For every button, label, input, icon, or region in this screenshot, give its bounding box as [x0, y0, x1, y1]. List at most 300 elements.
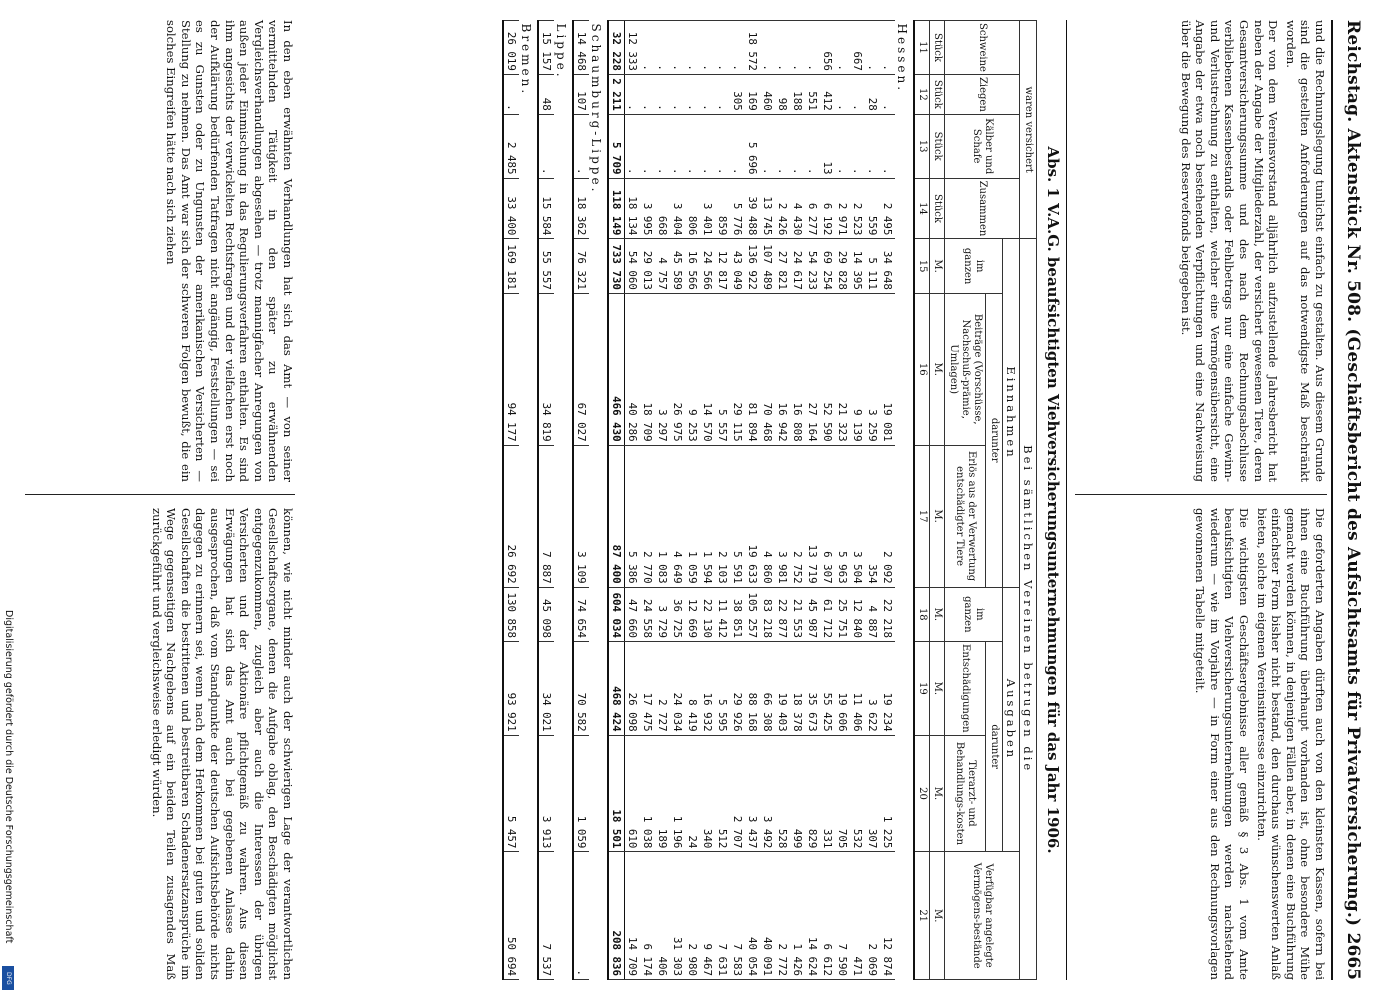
table-cell: 130 858: [503, 587, 519, 641]
table-cell: 5 776: [730, 178, 745, 239]
table-cell: Stück: [930, 178, 945, 239]
table-cell: 18 134: [625, 178, 641, 239]
table-cell: 460: [760, 74, 775, 114]
table-cell: 24 034: [670, 642, 685, 736]
table-cell: 551: [805, 74, 820, 114]
col-kaelber: Kälber und Schafe: [945, 114, 1020, 178]
table-cell: 45 987: [805, 587, 820, 641]
table-cell: .: [700, 114, 715, 178]
table-cell: .: [730, 21, 745, 75]
table-cell: 14 709: [625, 852, 641, 980]
table-cell: 28: [865, 74, 880, 114]
table-cell: 5 696: [745, 114, 760, 178]
table-cell: 26 098: [625, 642, 641, 736]
table-cell: .: [805, 114, 820, 178]
table-cell: 733 730: [608, 239, 625, 293]
col-erloes: Erlös aus der Verwertung entschädigter Tiere: [945, 445, 986, 587]
col-bestaende: Verfügbar angelegte Vermögens-bestände: [945, 852, 1020, 980]
table-cell: .: [850, 114, 865, 178]
table-cell: 55 425: [820, 642, 835, 736]
table-cell: 45 589: [670, 239, 685, 293]
table-cell: 1 038: [640, 735, 655, 852]
table-cell: 307: [865, 735, 880, 852]
table-cell: .: [655, 74, 670, 114]
table-cell: 83 218: [760, 587, 775, 641]
table-cell: 3 259: [865, 293, 880, 445]
table-cell: 17 475: [640, 642, 655, 736]
section-heading-schaumburg: Schaumburg-Lippe.: [589, 23, 604, 195]
table-cell: .: [760, 114, 775, 178]
table-cell: 36 725: [670, 587, 685, 641]
table-cell: 33 400: [503, 178, 519, 239]
table-cell: M.: [930, 239, 945, 293]
table-cell: .: [835, 74, 850, 114]
table-cell: 26 692: [503, 445, 519, 587]
table-cell: 2 092: [880, 445, 895, 587]
table-cell: 25 751: [835, 587, 850, 641]
table-cell: .: [670, 114, 685, 178]
table-cell: 7 590: [835, 852, 850, 980]
table-cell: .: [775, 21, 790, 75]
table-cell: .: [640, 21, 655, 75]
table-cell: 18: [914, 587, 930, 641]
column-number-row: [914, 21, 930, 980]
table-row: [790, 21, 805, 980]
table-cell: 610: [625, 735, 641, 852]
header-darunter-aus: darunter: [986, 642, 1003, 852]
table-cell: 3 913: [538, 735, 554, 852]
table-cell: 12 333: [625, 21, 641, 75]
table-cell: 512: [715, 735, 730, 852]
table-cell: 7 631: [715, 852, 730, 980]
table-cell: 29 828: [835, 239, 850, 293]
table-cell: 169 181: [503, 239, 519, 293]
table-cell: 2 980: [685, 852, 700, 980]
table-cell: 3 437: [745, 735, 760, 852]
section-heading-hessen: Hessen.: [895, 23, 910, 94]
table-row: [700, 21, 715, 980]
table-cell: .: [715, 114, 730, 178]
units-row: [930, 21, 945, 980]
table-cell: 7 537: [538, 852, 554, 980]
table-cell: 2 971: [835, 178, 850, 239]
table-cell: 47 660: [625, 587, 641, 641]
table-cell: .: [880, 21, 895, 75]
table-cell: 7 583: [730, 852, 745, 980]
table-cell: 18 378: [790, 642, 805, 736]
table-cell: 2 495: [880, 178, 895, 239]
text-column-bottom-right: [146, 508, 295, 980]
page-number: 2665: [1343, 932, 1363, 980]
col-tierarzt: Tierarzt- und Behandlungs-kosten: [945, 735, 986, 852]
table-cell: 1 196: [670, 735, 685, 852]
header-darunter-ein: darunter: [986, 293, 1003, 587]
table-cell: 5 963: [835, 445, 850, 587]
table-cell: 61 712: [820, 587, 835, 641]
table-cell: 70 468: [760, 293, 775, 445]
table-cell: 22 130: [700, 587, 715, 641]
table-cell: M.: [930, 852, 945, 980]
header-versichert: waren versichert: [1020, 21, 1037, 239]
table-cell: 14 468: [573, 21, 589, 75]
livestock-insurance-table: [502, 20, 1037, 980]
table-cell: .: [640, 74, 655, 114]
table-cell: 34 648: [880, 239, 895, 293]
section-heading-bremen: Bremen.: [519, 23, 534, 97]
paragraph: Die geforderten Angaben dürften auch von den kleinsten Kassen, sofern bei ihnen eine Buchführung überhaupt vorhanden ist, ohne besondere Mühe gemacht werden können, in denjenigen Fällen aber, in denen eine Buchführung einfachster Form bisher nicht bestand, den durchaus wünschenswerten Anlaß bieten, solche im eigenen Vereinsinteresse einzurichten.: [1254, 508, 1327, 980]
table-cell: M.: [930, 445, 945, 587]
table-row: [805, 21, 820, 980]
table-row: [745, 21, 760, 980]
table-cell: 3 492: [760, 735, 775, 852]
table-cell: 31 303: [670, 852, 685, 980]
table-cell: 14 624: [805, 852, 820, 980]
table-cell: 3 729: [655, 587, 670, 641]
table-cell: .: [538, 114, 554, 178]
table-cell: 21 553: [790, 587, 805, 641]
table-cell: 604 034: [608, 587, 625, 641]
table-cell: M.: [930, 587, 945, 641]
table-cell: 2 772: [775, 852, 790, 980]
table-cell: 34 819: [538, 293, 554, 445]
table-cell: 3 401: [700, 178, 715, 239]
table-cell: 3 981: [775, 445, 790, 587]
header-einnahmen: Einnahmen: [1003, 239, 1020, 587]
table-cell: 12 817: [715, 239, 730, 293]
table-cell: .: [640, 114, 655, 178]
table-cell: 189: [655, 735, 670, 852]
table-cell: 2 426: [775, 178, 790, 239]
table-cell: 2 727: [655, 642, 670, 736]
table-cell: 4 860: [760, 445, 775, 587]
column-divider: [25, 494, 295, 495]
paragraph: In den eben erwähnten Verhandlungen hat sich das Amt — von seiner vermittelnden Tätigkeit in den später zu erwähnenden Vergleichsverhandlungen abgesehen — trotz mannigfacher Anregungen von außen jeder Einmischung in das Regulierungsverfahren enthalten. Es sind ihm angesichts der verwickelten Rechtsfragen und der vielfachen erst noch der Aufklärung bedürfenden Tatfragen nicht angängig, Feststellungen — sei es zu Gunsten oder zu Ungunsten der amerikanischen Versicherten — Stellung zu nehmen. Das Amt war sich der schweren Folgen bewußt, die ein solches Eingreifen hätte nach sich ziehen: [164, 20, 295, 482]
table-cell: .: [775, 114, 790, 178]
table-cell: .: [835, 21, 850, 75]
table-cell: 88 168: [745, 642, 760, 736]
table-row: [730, 21, 745, 980]
table-cell: .: [865, 114, 880, 178]
table-cell: 5 557: [715, 293, 730, 445]
table-cell: 13: [914, 114, 930, 178]
paragraph: und die Rechnungslegung tunlichst einfach zu gestalten. Aus diesem Grunde sind die gestellten Anforderungen auf das notwendigste Maß beschränkt worden.: [1283, 20, 1327, 482]
table-row: [655, 21, 670, 980]
table-cell: 29 115: [730, 293, 745, 445]
table-cell: 26 975: [670, 293, 685, 445]
table-cell: 107 489: [760, 239, 775, 293]
table-cell: M.: [930, 642, 945, 736]
table-cell: 468 424: [608, 642, 625, 736]
table-cell: 87 400: [608, 445, 625, 587]
table-cell: 4 430: [790, 178, 805, 239]
table-cell: .: [685, 21, 700, 75]
table-cell: 29 926: [730, 642, 745, 736]
table-cell: 5 386: [625, 445, 641, 587]
table-cell: 9 467: [700, 852, 715, 980]
table-cell: .: [850, 74, 865, 114]
table-cell: 6 174: [640, 852, 655, 980]
table-cell: 24: [685, 735, 700, 852]
table-cell: 11 406: [850, 642, 865, 736]
column-divider: [1075, 494, 1327, 495]
table-cell: 5 595: [715, 642, 730, 736]
table-cell: 305: [730, 74, 745, 114]
table-cell: 40 091: [760, 852, 775, 980]
table-cell: .: [700, 21, 715, 75]
table-cell: 188: [790, 74, 805, 114]
table-row: [775, 21, 790, 980]
table-cell: 471: [850, 852, 865, 980]
table-cell: 2 211: [608, 74, 625, 114]
table-cell: .: [655, 21, 670, 75]
text-column-bottom-left: [161, 20, 295, 482]
table-row: [850, 21, 865, 980]
table-cell: 105 257: [745, 587, 760, 641]
table-cell: .: [715, 74, 730, 114]
table-cell: 16 566: [685, 239, 700, 293]
table-cell: 6 612: [820, 852, 835, 980]
table-cell: 19 633: [745, 445, 760, 587]
table-cell: 17: [914, 445, 930, 587]
table-row: [820, 21, 835, 980]
table-cell: 24 558: [640, 587, 655, 641]
paragraph: können, wie nicht minder auch der schwierigen Lage der verantwortlichen Gesellschaftsorgane, denen die Aufgabe oblag, den Beschädigten möglichst entgegenzukommen, zugleich aber auch die Interessen der übrigen Versicherten und der Aktionäre pflichtgemäß zu wahren. Aus diesen Erwägungen hat sich das Amt auch bei gegebenen Anlasse dahin ausgesprochen, daß vom Standpunkte der deutschen Aufsichtsbehörde nichts dagegen zu erinnern sei, wenn nach dem Herkommen bei guten und soliden Gesellschaften die bestrittenen und bestreitbaren Schadenersatzansprüche im Wege gegenseitigen Nachgebens auf ein beiden Teilen zusagendes Maß zurückgeführt und vergleichsweise erledigt würden.: [149, 508, 295, 980]
table-row-lippe: [538, 21, 554, 980]
col-ziegen: Ziegen: [945, 74, 1020, 114]
table-cell: 5 591: [730, 445, 745, 587]
table-cell: 48: [538, 74, 554, 114]
table-cell: 12 874: [880, 852, 895, 980]
table-cell: 93 921: [503, 642, 519, 736]
table-row: [715, 21, 730, 980]
table-cell: .: [685, 74, 700, 114]
table-cell: 39 488: [745, 178, 760, 239]
table-cell: 15 157: [538, 21, 554, 75]
table-cell: Stück: [930, 21, 945, 75]
table-cell: 67 027: [573, 293, 589, 445]
table-row: [685, 21, 700, 980]
table-cell: Stück: [930, 114, 945, 178]
table-cell: 26 019: [503, 21, 519, 75]
table-cell: 806: [685, 178, 700, 239]
table-cell: 208 836: [608, 852, 625, 980]
table-cell: 656: [820, 21, 835, 75]
header-group: Bei sämtlichen Vereinen betrugen die: [1020, 239, 1037, 980]
table-cell: 29 013: [640, 239, 655, 293]
table-cell: .: [730, 114, 745, 178]
table-cell: 13 745: [760, 178, 775, 239]
table-cell: .: [880, 74, 895, 114]
table-cell: 40 054: [745, 852, 760, 980]
table-cell: 98: [775, 74, 790, 114]
col-ausgaben-ganzen: im ganzen: [945, 587, 1003, 641]
table-cell: 667: [850, 21, 865, 75]
table-cell: 14 570: [700, 293, 715, 445]
table-cell: .: [760, 21, 775, 75]
table-cell: .: [700, 74, 715, 114]
table-cell: 406: [655, 852, 670, 980]
table-cell: .: [715, 21, 730, 75]
table-cell: 12: [914, 74, 930, 114]
table-cell: 27 164: [805, 293, 820, 445]
table-cell: 859: [715, 178, 730, 239]
table-cell: 107: [573, 74, 589, 114]
table-cell: M.: [930, 735, 945, 852]
paragraph: Der von dem Vereinsvorstand alljährlich aufzustellende Jahresbericht hat neben der Angabe der Mitgliederzahl, der versichert gewesenen Tiere, deren Gesamtversicherungssumme und des nach dem Rechnungsabschlusse verbliebenen Kassenbestands oder Fehlbetrags nur eine einfache Gewinn- und Verlustrechnung zu enthalten, welcher eine Vermögensübersicht, eine Angabe der etwa noch bestehenden Verpflichtungen und eine Nachweisung über die Bewegung des Reservefonds beigegeben ist.: [1178, 20, 1281, 482]
table-cell: .: [503, 74, 519, 114]
table-cell: 32 228: [608, 21, 625, 75]
table-cell: 24 617: [790, 239, 805, 293]
table-row-bremen: [503, 21, 519, 980]
table-cell: 499: [790, 735, 805, 852]
table-cell: 829: [805, 735, 820, 852]
table-cell: 76 321: [573, 239, 589, 293]
table-row: [640, 21, 655, 980]
table-cell: 136 922: [745, 239, 760, 293]
table-cell: 3 995: [640, 178, 655, 239]
table-row: [625, 21, 641, 980]
table-cell: 54 060: [625, 239, 641, 293]
table-cell: 19 234: [880, 642, 895, 736]
table-cell: .: [880, 114, 895, 178]
table-cell: 668: [655, 178, 670, 239]
table-cell: 3 297: [655, 293, 670, 445]
table-cell: 21: [914, 852, 930, 980]
table-cell: 11: [914, 21, 930, 75]
table-cell: 55 557: [538, 239, 554, 293]
table-cell: .: [625, 114, 641, 178]
table-cell: 40 286: [625, 293, 641, 445]
table-cell: 3 622: [865, 642, 880, 736]
table-row: [865, 21, 880, 980]
table-cell: .: [835, 114, 850, 178]
table-cell: 66 308: [760, 642, 775, 736]
page-title: Reichstag. Aktenstück Nr. 508. (Geschäftsbericht des Aufsichtsamts für Privatversicherung.): [1343, 20, 1363, 927]
table-cell: 35 673: [805, 642, 820, 736]
table-cell: 1 426: [790, 852, 805, 980]
table-cell: 705: [835, 735, 850, 852]
table-row-total-hessen: [608, 21, 625, 980]
table-cell: 3 404: [670, 178, 685, 239]
table-cell: 52 590: [820, 293, 835, 445]
table-cell: 22 218: [880, 587, 895, 641]
table-cell: 14: [914, 178, 930, 239]
table-cell: 19 606: [835, 642, 850, 736]
table-row: [835, 21, 850, 980]
table-cell: 7 887: [538, 445, 554, 587]
table-cell: 1 225: [880, 735, 895, 852]
table-cell: 559: [865, 178, 880, 239]
table-cell: 19 081: [880, 293, 895, 445]
table-cell: 412: [820, 74, 835, 114]
table-cell: 2 485: [503, 114, 519, 178]
table-cell: 1 059: [573, 735, 589, 852]
table-cell: 16 808: [790, 293, 805, 445]
table-cell: 1 059: [685, 445, 700, 587]
table-cell: 74 654: [573, 587, 589, 641]
table-cell: 9 139: [850, 293, 865, 445]
table-cell: 340: [700, 735, 715, 852]
table-row-schaumburg: [573, 21, 589, 980]
table-cell: 5 111: [865, 239, 880, 293]
table-cell: 2 770: [640, 445, 655, 587]
table-cell: 18 572: [745, 21, 760, 75]
table-cell: 81 894: [745, 293, 760, 445]
table-cell: 6 277: [805, 178, 820, 239]
table-cell: 19: [914, 642, 930, 736]
table-cell: 169: [745, 74, 760, 114]
table-cell: 45 098: [538, 587, 554, 641]
table-cell: 34 021: [538, 642, 554, 736]
table-cell: 5 457: [503, 735, 519, 852]
table-cell: 118 149: [608, 178, 625, 239]
table-cell: 528: [775, 735, 790, 852]
col-entschaedigungen: Entschädigungen: [945, 642, 986, 736]
table-cell: .: [655, 114, 670, 178]
table-cell: 2 103: [715, 445, 730, 587]
table-cell: 24 566: [700, 239, 715, 293]
table-cell: 22 877: [775, 587, 790, 641]
table-cell: 1 594: [700, 445, 715, 587]
table-cell: 4 887: [865, 587, 880, 641]
table-cell: 43 049: [730, 239, 745, 293]
text-column-top-right: [1190, 508, 1327, 980]
table-cell: 12 840: [850, 587, 865, 641]
running-head: [1331, 20, 1373, 980]
table-cell: 19 403: [775, 642, 790, 736]
table-cell: 54 233: [805, 239, 820, 293]
table-cell: .: [670, 74, 685, 114]
table-cell: M.: [930, 293, 945, 445]
col-schweine: Schweine: [945, 21, 1020, 75]
paragraph: Die wichtigsten Geschäftsergebnisse aller gemäß § 3 Abs. 1 vom Amte beaufsichtigten Viehversicherungsunternehmungen werden nachstehend wiederum — wie im Vorjahre — in Form einer aus den Rechnungsvorlagen gewonnenen Tabelle mitgeteilt.: [1193, 508, 1252, 980]
table-cell: .: [865, 21, 880, 75]
text-column-top-left: [1175, 20, 1327, 482]
table-cell: 13 719: [805, 445, 820, 587]
table-cell: 15 584: [538, 178, 554, 239]
table-cell: 94 177: [503, 293, 519, 445]
table-cell: 3 504: [850, 445, 865, 587]
table-cell: 18 362: [573, 178, 589, 239]
table-cell: Stück: [930, 74, 945, 114]
table-cell: 2 069: [865, 852, 880, 980]
col-beitraege: Beiträge (Vorschüsse, Nachschuß-prämie, Umlagen): [945, 293, 986, 445]
table-cell: .: [790, 21, 805, 75]
table-cell: 4 649: [670, 445, 685, 587]
dfg-logo: DFG: [2, 966, 14, 990]
table-cell: 50 694: [503, 852, 519, 980]
table-cell: 16 932: [700, 642, 715, 736]
table-cell: 331: [820, 735, 835, 852]
table-cell: 21 323: [835, 293, 850, 445]
table-cell: 12 669: [685, 587, 700, 641]
table-cell: 38 851: [730, 587, 745, 641]
table-cell: 27 821: [775, 239, 790, 293]
header-ausgaben: Ausgaben: [1003, 587, 1020, 852]
table-cell: .: [805, 21, 820, 75]
table-cell: 354: [865, 445, 880, 587]
table-cell: 9 253: [685, 293, 700, 445]
col-einnahmen-ganzen: im ganzen: [945, 239, 1003, 293]
table-cell: 69 254: [820, 239, 835, 293]
table-cell: 6 192: [820, 178, 835, 239]
table-cell: 3 109: [573, 445, 589, 587]
table-cell: 18 501: [608, 735, 625, 852]
table-cell: 1 083: [655, 445, 670, 587]
table-cell: 15: [914, 239, 930, 293]
digitization-credit: Digitalisierung gefördert durch die Deutsche Forschungsgemeinschaft: [3, 610, 14, 944]
table-title: Abs. 1 V.A.G. beaufsichtigten Viehversicherungsunternehmungen für das Jahr 1906.: [1038, 20, 1067, 980]
